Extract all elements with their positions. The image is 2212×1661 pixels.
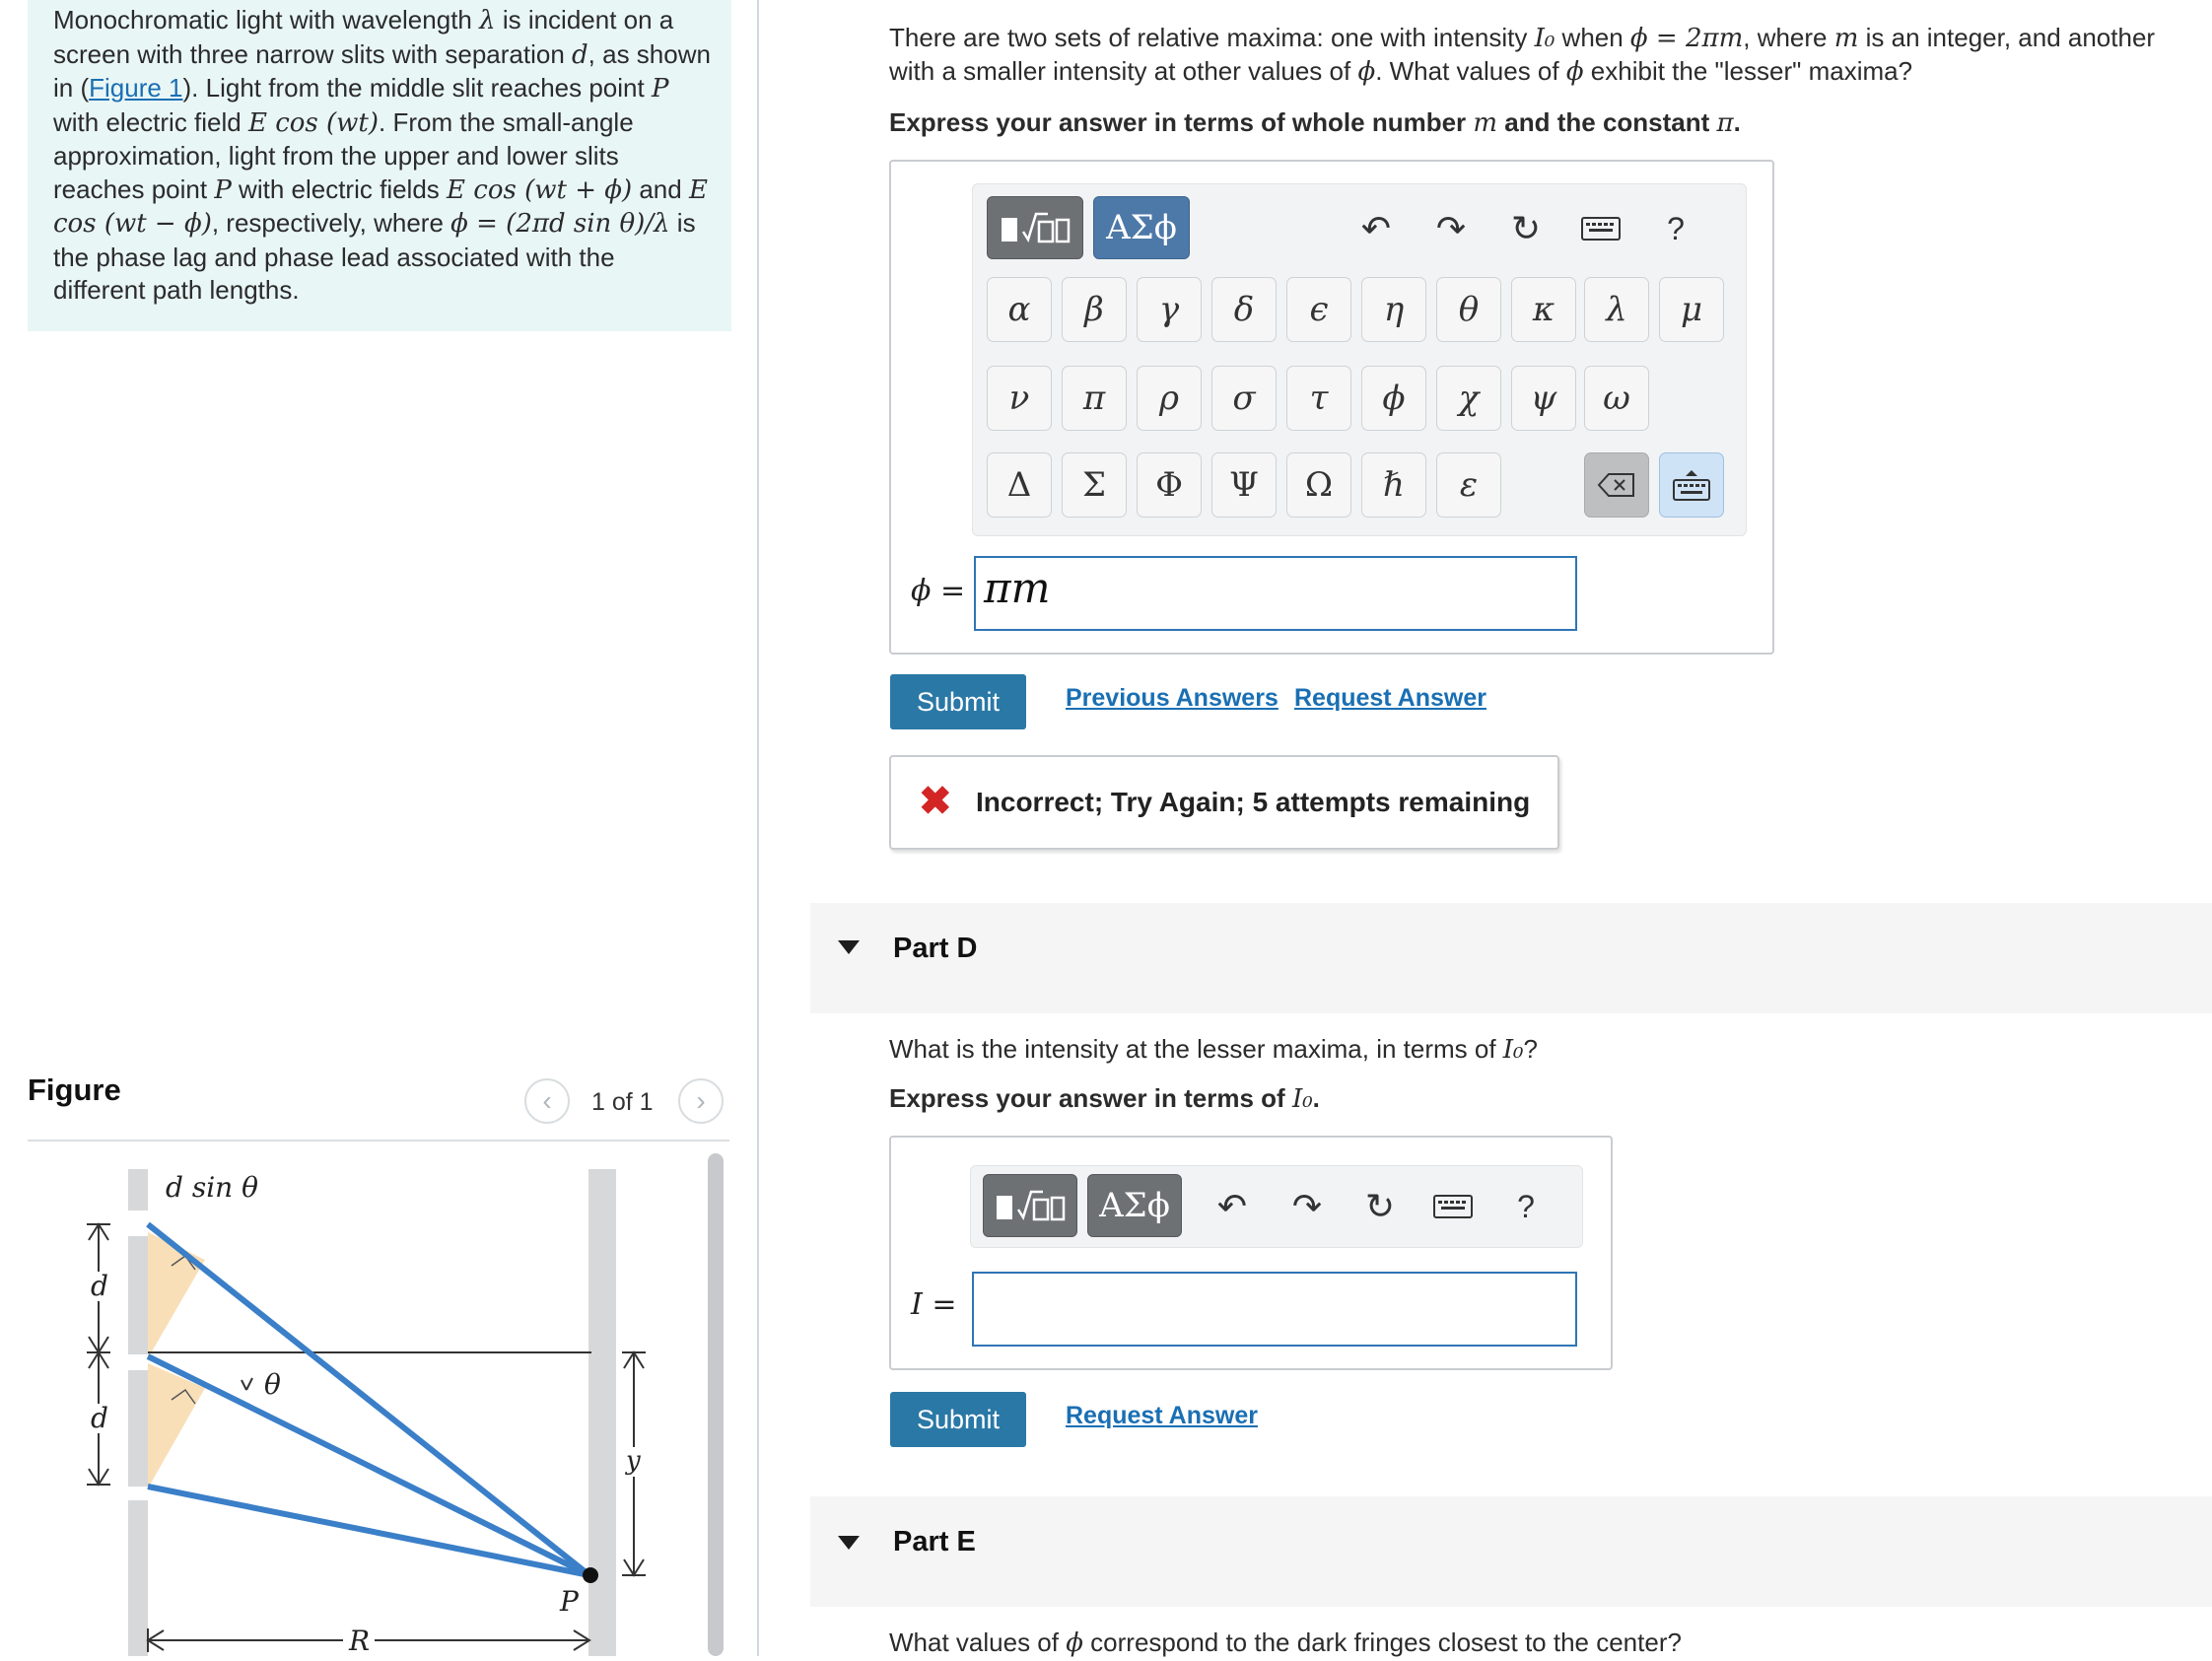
templates-icon <box>991 1184 1070 1227</box>
barrier-segment <box>128 1370 148 1487</box>
math-I0: I₀ <box>1534 24 1555 53</box>
d-label-lower: d <box>91 1402 108 1434</box>
instruction-text: Express your answer in terms of whole number <box>889 107 1474 137</box>
answer-value: πm <box>984 564 1051 612</box>
math-P: P <box>651 74 669 104</box>
instruction-text: and the constant <box>1497 107 1717 137</box>
help-button[interactable]: ? <box>1667 210 1685 246</box>
math-pi: π <box>1716 108 1734 138</box>
keyboard-icon[interactable] <box>1428 1182 1478 1231</box>
problem-text: and <box>632 173 689 204</box>
greek-key[interactable]: ϕ <box>1361 366 1426 431</box>
screen <box>588 1169 616 1656</box>
undo-icon[interactable]: ↶ <box>1216 1186 1248 1226</box>
point-P <box>583 1567 598 1583</box>
greek-key[interactable]: η <box>1361 277 1426 342</box>
symbol-key[interactable]: Δ <box>987 452 1052 518</box>
problem-text: is the phase lag and phase lead associated with the different path lengths. <box>53 208 696 305</box>
symbol-key[interactable]: Ω <box>1286 452 1351 518</box>
I-answer-input[interactable] <box>972 1272 1577 1347</box>
greek-key[interactable]: α <box>987 277 1052 342</box>
greek-key[interactable]: ω <box>1584 366 1649 431</box>
keyboard-icon[interactable] <box>1576 204 1625 253</box>
problem-text: with electric field <box>53 106 248 137</box>
barrier-segment <box>128 1169 148 1211</box>
math-phi-definition: ϕ = (2πd sin θ)/λ <box>450 209 670 239</box>
ray-middle <box>148 1356 589 1575</box>
figure-title: Figure <box>28 1073 121 1107</box>
partD-question <box>889 1033 1538 1067</box>
problem-text: is incident on a screen with three narrow slits with separation <box>53 5 674 69</box>
phi-input-label <box>911 574 965 608</box>
reset-icon[interactable]: ↻ <box>1364 1186 1396 1226</box>
d-dimension-arrows <box>87 1224 110 1485</box>
greek-key[interactable]: π <box>1062 366 1127 431</box>
problem-text: , respectively, where <box>211 208 451 238</box>
dsin-label: d sin θ <box>166 1171 258 1204</box>
greek-key[interactable]: μ <box>1659 277 1724 342</box>
question-text: What values of <box>889 1627 1067 1657</box>
templates-icon <box>996 206 1074 249</box>
question-text: ? <box>1523 1034 1538 1064</box>
chevron-right-icon[interactable]: › <box>678 1078 724 1124</box>
question-text: exhibit the "lesser" maxima? <box>1583 56 1913 86</box>
math-field-upper: E cos (wt + ϕ) <box>447 174 633 205</box>
keyboard-toggle-key[interactable] <box>1659 452 1724 518</box>
partD-request-answer-link[interactable]: Request Answer <box>1066 1402 1258 1429</box>
three-slit-diagram <box>28 1142 708 1656</box>
templates-button[interactable] <box>983 1174 1077 1237</box>
greek-key[interactable]: σ <box>1211 366 1277 431</box>
greek-key[interactable]: χ <box>1436 366 1501 431</box>
question-text: correspond to the dark fringes closest to the center? <box>1082 1627 1682 1657</box>
math-I0: I₀ <box>1291 1084 1313 1114</box>
question-text: . What values of <box>1375 56 1566 86</box>
greek-key[interactable]: θ <box>1436 277 1501 342</box>
chevron-left-icon[interactable]: ‹ <box>524 1078 570 1124</box>
math-condition: ϕ = 2πm <box>1629 24 1744 53</box>
figure-scrollbar[interactable] <box>708 1153 724 1656</box>
question-text: , where <box>1743 23 1834 52</box>
math-phi: ϕ <box>1066 1628 1083 1658</box>
question-text: is an integer, and another with a smaller intensity at other values of <box>889 23 2156 86</box>
previous-answers-link[interactable]: Previous Answers <box>1066 684 1279 712</box>
I-input-label <box>911 1287 957 1322</box>
panel-divider <box>757 0 759 1656</box>
collapse-arrow-icon[interactable] <box>838 1536 860 1550</box>
path-difference-wedge <box>148 1232 205 1358</box>
theta-label: θ <box>264 1368 281 1401</box>
partD-instruction <box>889 1082 1320 1116</box>
symbol-key[interactable]: Φ <box>1137 452 1202 518</box>
partD-title: Part D <box>893 933 978 964</box>
figure-counter: 1 of 1 <box>591 1088 654 1116</box>
greek-key[interactable]: β <box>1062 277 1127 342</box>
math-phi: ϕ <box>1357 57 1376 87</box>
partD-answer-panel <box>889 1136 1613 1370</box>
symbol-key[interactable]: ε <box>1436 452 1501 518</box>
greek-symbols-button[interactable]: ΑΣϕ <box>1087 1174 1182 1237</box>
partE-title: Part E <box>893 1526 976 1557</box>
problem-text: . From the small-angle approximation, light from the upper and lower slits reaches point <box>53 106 634 204</box>
redo-icon[interactable]: ↷ <box>1291 1186 1323 1226</box>
instruction-text: . <box>1733 107 1741 137</box>
partD-submit-button[interactable]: Submit <box>890 1392 1026 1447</box>
math-P: P <box>214 174 232 205</box>
greek-key[interactable]: ν <box>987 366 1052 431</box>
symbol-key[interactable]: Σ <box>1062 452 1127 518</box>
problem-text: ). Light from the middle slit reaches point <box>182 73 652 103</box>
backspace-key[interactable] <box>1584 452 1649 518</box>
instruction-text: . <box>1312 1083 1320 1113</box>
question-text: There are two sets of relative maxima: one with intensity <box>889 23 1535 52</box>
redo-icon[interactable]: ↷ <box>1435 208 1467 248</box>
symbol-key[interactable]: ℏ <box>1361 452 1426 518</box>
feedback-text: Incorrect; Try Again; 5 attempts remaining <box>976 787 1531 817</box>
help-button[interactable]: ? <box>1517 1188 1535 1224</box>
undo-icon[interactable]: ↶ <box>1360 208 1392 248</box>
theta-arrow <box>242 1378 252 1390</box>
phi-label-text: ϕ = <box>911 574 966 608</box>
ray-lower <box>148 1487 589 1575</box>
partC-answer-panel <box>889 160 1774 655</box>
question-text: What is the intensity at the lesser maxima, in terms of <box>889 1034 1503 1064</box>
greek-symbols-button[interactable]: ΑΣϕ <box>1093 196 1190 259</box>
phi-answer-input[interactable] <box>974 556 1577 631</box>
feedback-box <box>889 755 1559 850</box>
symbol-key[interactable]: Ψ <box>1211 452 1277 518</box>
y-label: y <box>626 1446 641 1476</box>
ray-upper <box>148 1224 589 1575</box>
problem-text: Monochromatic light with wavelength <box>53 5 480 35</box>
greek-key[interactable]: ρ <box>1137 366 1202 431</box>
x-icon: ✖ <box>919 780 952 823</box>
greek-key[interactable]: ϵ <box>1286 277 1351 342</box>
d-label-upper: d <box>91 1270 108 1302</box>
math-d: d <box>572 39 588 70</box>
partE-question <box>889 1626 1682 1660</box>
math-m: m <box>1473 108 1498 138</box>
figure-link[interactable]: Figure 1 <box>89 73 183 103</box>
math-phi: ϕ <box>1565 57 1584 87</box>
barrier-segment <box>128 1500 148 1656</box>
greek-key[interactable]: κ <box>1511 277 1576 342</box>
templates-button[interactable] <box>987 196 1083 259</box>
math-toolbar <box>970 1165 1583 1248</box>
math-field-middle: E cos (wt) <box>247 107 380 138</box>
problem-text: with electric fields <box>231 173 448 204</box>
R-label: R <box>349 1625 371 1656</box>
math-toolbar <box>972 183 1747 536</box>
partD-header[interactable] <box>810 903 2212 1013</box>
partC-instruction <box>889 106 1741 140</box>
instruction-text: Express your answer in terms of <box>889 1083 1292 1113</box>
partC-question <box>889 22 2180 89</box>
math-I0: I₀ <box>1502 1035 1524 1065</box>
P-label: P <box>560 1585 579 1618</box>
partE-header[interactable] <box>810 1496 2212 1607</box>
math-field-lower: E cos (wt − ϕ) <box>53 174 708 239</box>
I-label-text: I = <box>911 1287 957 1322</box>
collapse-arrow-icon[interactable] <box>838 940 860 954</box>
problem-statement <box>53 4 714 308</box>
left-panel <box>0 0 759 1656</box>
greek-key[interactable]: λ <box>1584 277 1649 342</box>
partC-request-answer-link[interactable]: Request Answer <box>1294 684 1486 712</box>
greek-key[interactable]: ψ <box>1511 366 1576 431</box>
partC-submit-button[interactable]: Submit <box>890 674 1026 729</box>
greek-key[interactable]: δ <box>1211 277 1277 342</box>
greek-key[interactable]: γ <box>1137 277 1202 342</box>
reset-icon[interactable]: ↻ <box>1510 208 1542 248</box>
problem-text: , as shown in ( <box>53 38 711 103</box>
math-lambda: λ <box>479 6 496 35</box>
question-text: when <box>1555 23 1630 52</box>
greek-key[interactable]: τ <box>1286 366 1351 431</box>
barrier-segment <box>128 1236 148 1354</box>
math-m: m <box>1833 24 1859 53</box>
